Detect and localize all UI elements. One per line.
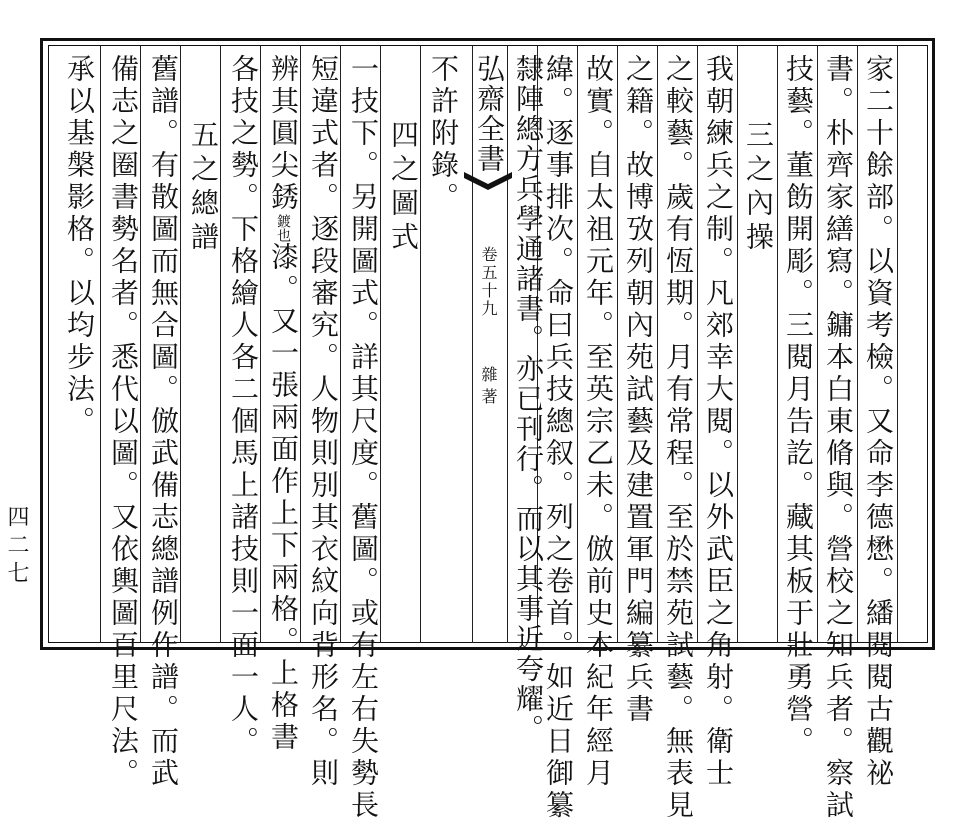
column-rule: [140, 46, 141, 643]
column-rule: [260, 46, 261, 643]
text-column: 家二十餘部。以資考檢。又命李德懋。繙閱閱古觀祕: [862, 54, 895, 790]
section-heading: 三之內操: [742, 120, 775, 256]
column-rule: [100, 46, 101, 643]
center-band: [474, 46, 504, 643]
column-rule: [220, 46, 221, 643]
column-rule: [817, 46, 818, 643]
column-rule: [737, 46, 738, 643]
text-column: 不許附錄。: [427, 54, 460, 214]
column-rule: [617, 46, 618, 643]
text-column: 書。朴齊家繕寫。鏞本白東脩與。營校之知兵者。察試: [822, 54, 855, 822]
text-column: 舊譜。有散圖而無合圖。倣武備志總譜例作譜。而武: [147, 54, 180, 790]
text-column: 之籍。故博攷列朝內苑試藝及建置軍門編纂兵書: [622, 54, 655, 726]
column-rule: [180, 46, 181, 643]
column-rule: [697, 46, 698, 643]
column-rule: [857, 46, 858, 643]
text-column: 我朝練兵之制。凡郊幸大閱。以外武臣之角射。衛士: [702, 54, 735, 790]
text-column: 故實。自太祖元年。至英宗乙未。倣前史本紀年經月: [582, 54, 615, 790]
text-column: 一技下。另開圖式。詳其尺度。舊圖。或有左右失勢長: [347, 54, 380, 822]
section-label: 雜著: [479, 366, 498, 410]
page-number: 四二七: [4, 505, 29, 589]
text-column: 各技之勢。下格繪人各二個馬上諸技則一面一人。: [227, 54, 260, 758]
annotation-small: 鍍也: [275, 214, 291, 242]
column-rule: [420, 46, 421, 643]
section-heading: 四之圖式: [387, 120, 420, 256]
column-rule: [657, 46, 658, 643]
volume-label: 卷五十九: [479, 246, 498, 318]
column-rule: [507, 46, 508, 643]
book-title: 弘齋全書: [473, 54, 506, 174]
column-rule: [777, 46, 778, 643]
column-rule: [577, 46, 578, 643]
text-column: 緯。逐事排次。命曰兵技總叙。列之卷首。如近日御纂: [542, 54, 575, 822]
text-column: 技藝。董飭開彫。三閱月告訖。藏其板于壯勇營。: [782, 54, 815, 758]
column-rule: [380, 46, 381, 643]
text-column: 隸陣總方兵學通諸書。亦已刊行。而以其事近夸耀。: [512, 54, 545, 744]
text-column: [266, 54, 300, 754]
text-column: 短違式者。逐段審究。人物則別其衣紋向背形名。則: [307, 54, 340, 790]
column-rule: [340, 46, 341, 643]
text-fragment: 辨其圓尖銹: [267, 54, 300, 214]
text-column: 承以基槃影格。以均步法。: [63, 54, 96, 438]
text-fragment: 漆。又一張兩面作上下兩格。上格書: [267, 242, 300, 754]
column-rule: [300, 46, 301, 643]
column-rule: [897, 46, 898, 643]
text-column: 備志之圈書勢名者。悉代以圖。又依輿圖百里尺法。: [107, 54, 140, 790]
fishtail-mark: [462, 170, 514, 192]
section-heading: 五之總譜: [187, 120, 220, 256]
text-column: 之較藝。歲有恆期。月有常程。至於禁苑試藝。無表見: [662, 54, 695, 822]
